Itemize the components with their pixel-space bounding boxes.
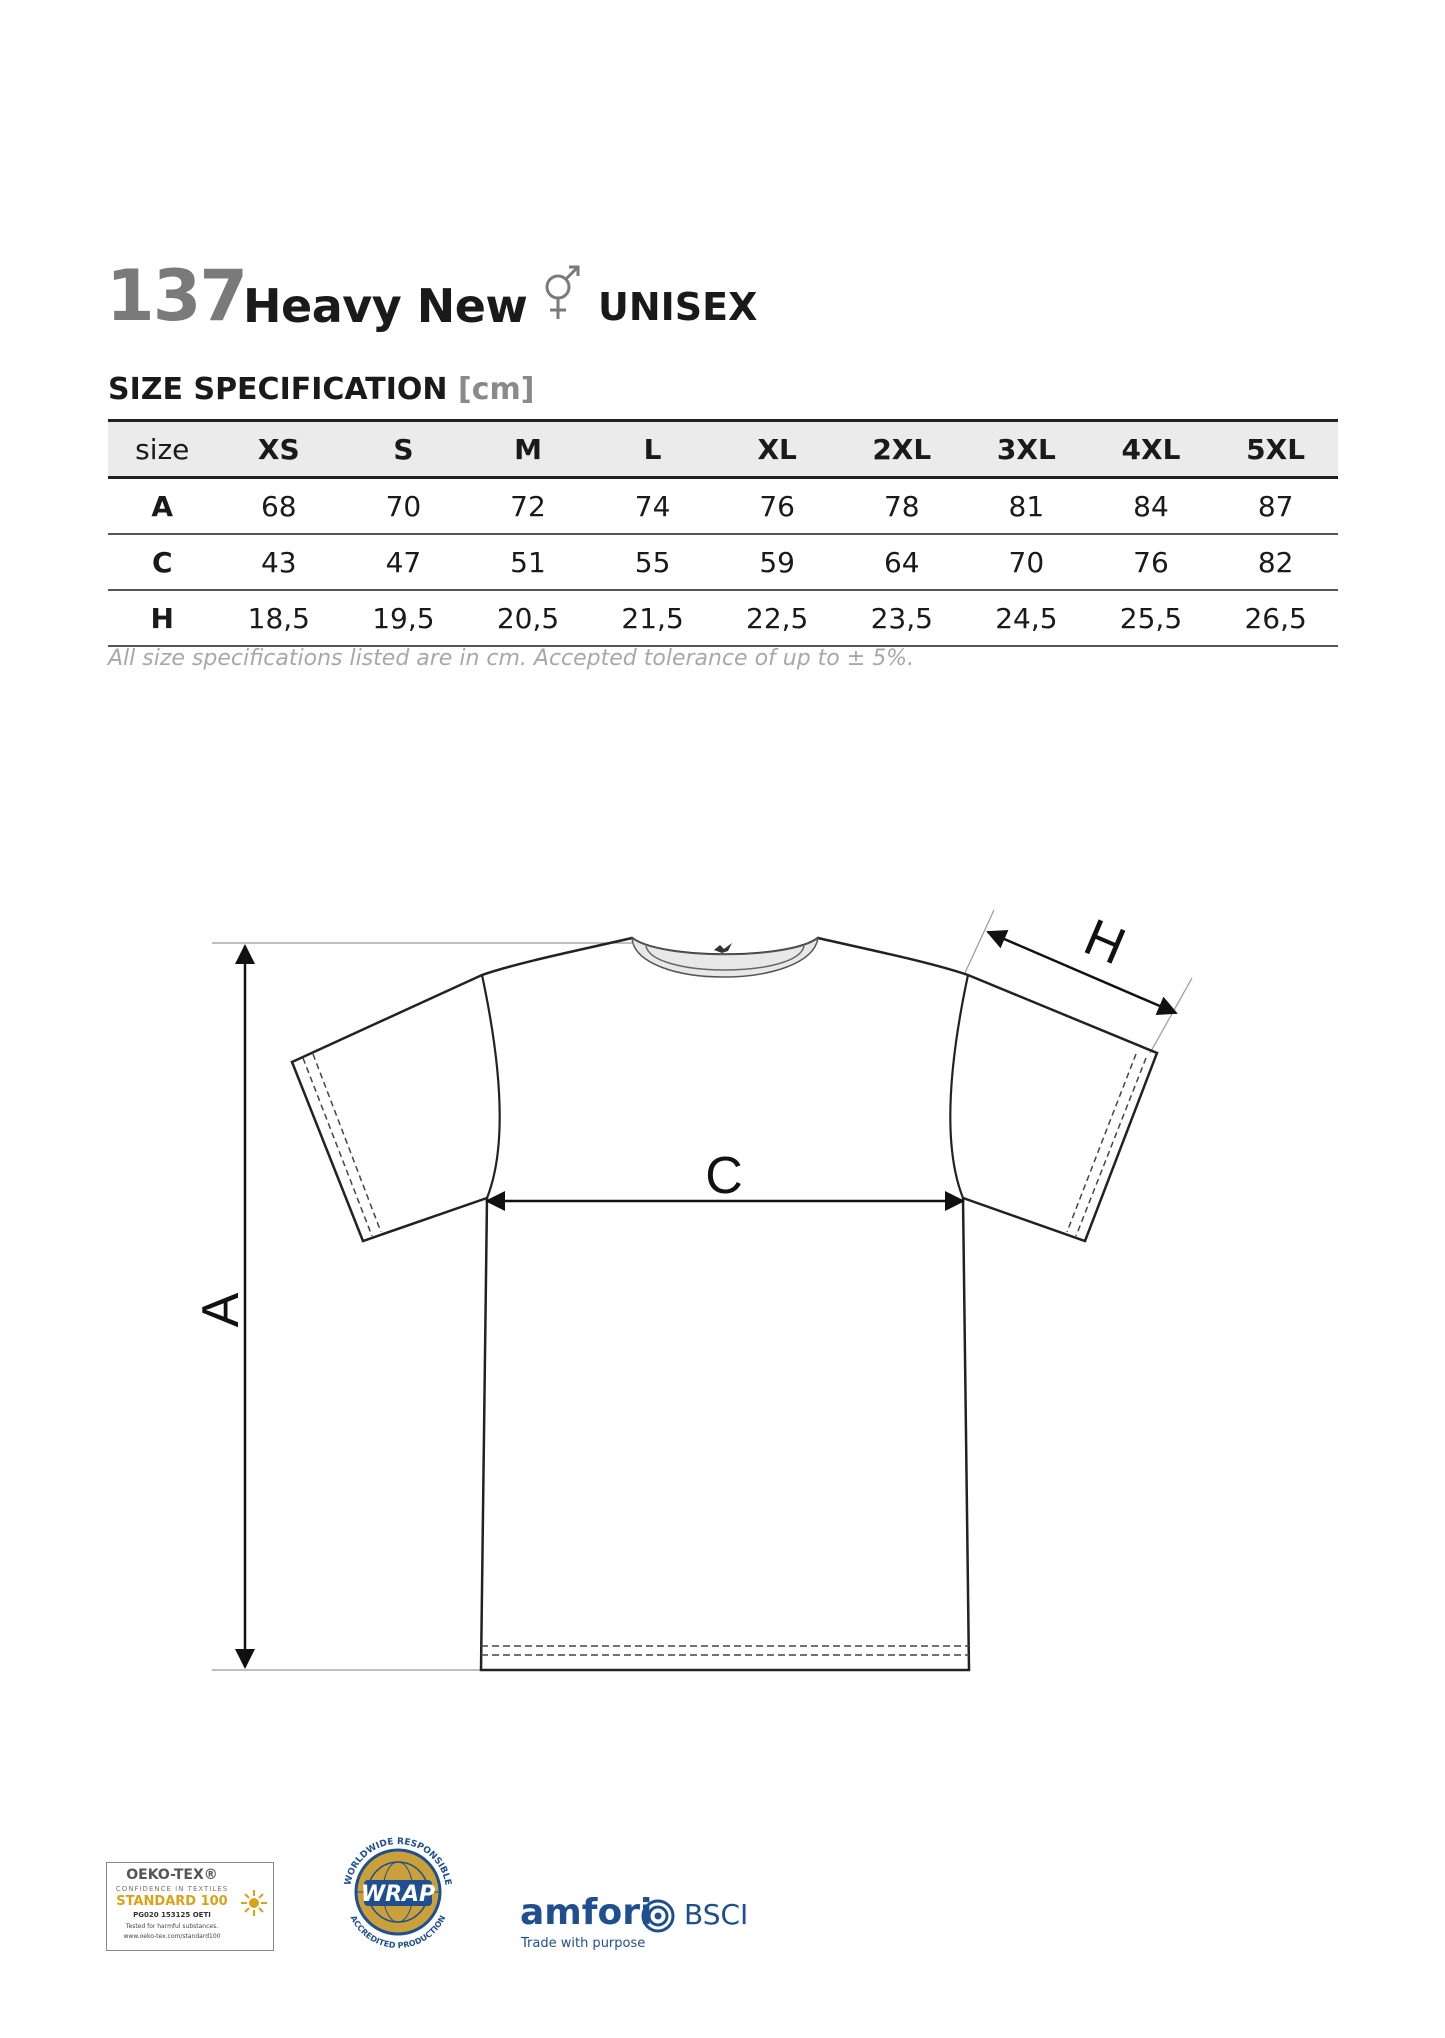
table-cell: 22,5 xyxy=(715,590,840,646)
wrap-top-text: WORLDWIDE RESPONSIBLE xyxy=(343,1836,453,1887)
oeko-line2: www.oeko-tex.com/standard100 xyxy=(123,1933,221,1940)
h-extension-line xyxy=(1150,978,1192,1053)
table-cell: 84 xyxy=(1089,478,1214,535)
table-row xyxy=(108,534,1338,590)
amfori-ring-icon xyxy=(640,1898,676,1934)
tshirt-body-outline xyxy=(292,938,1157,1670)
wrap-center-text: WRAP xyxy=(360,1882,436,1907)
size-header: 4XL xyxy=(1089,421,1214,478)
amfori-tagline: Trade with purpose xyxy=(521,1936,646,1951)
size-header: XL xyxy=(715,421,840,478)
right-sleeve-stitch xyxy=(1076,1058,1146,1236)
product-title xyxy=(106,255,1006,345)
right-armhole-seam xyxy=(950,975,968,1198)
table-cell: 72 xyxy=(466,478,591,535)
size-header: L xyxy=(590,421,715,478)
oeko-standard: STANDARD 100 xyxy=(116,1894,228,1909)
table-cell: 20,5 xyxy=(466,590,591,646)
model-number: 137 xyxy=(106,255,247,337)
bsci-label: BSCI xyxy=(684,1898,749,1931)
oeko-code: PG020 153125 OETI xyxy=(133,1911,211,1919)
table-cell: 76 xyxy=(715,478,840,535)
oeko-tex-badge xyxy=(106,1862,274,1951)
table-cell: 26,5 xyxy=(1213,590,1338,646)
table-cell: 47 xyxy=(341,534,466,590)
table-cell: 25,5 xyxy=(1089,590,1214,646)
unisex-gender-icon xyxy=(538,263,584,323)
size-spec-unit: [cm] xyxy=(457,372,535,407)
left-armhole-seam xyxy=(482,975,500,1198)
table-cell: 18,5 xyxy=(217,590,342,646)
size-header: 2XL xyxy=(839,421,964,478)
size-header: 5XL xyxy=(1213,421,1338,478)
row-label: A xyxy=(108,478,217,535)
size-header: M xyxy=(466,421,591,478)
size-header: 3XL xyxy=(964,421,1089,478)
table-cell: 87 xyxy=(1213,478,1338,535)
table-cell: 21,5 xyxy=(590,590,715,646)
size-header-row xyxy=(108,421,1338,478)
table-cell: 82 xyxy=(1213,534,1338,590)
table-row xyxy=(108,478,1338,535)
measure-a-label: A xyxy=(192,1292,250,1328)
table-cell: 55 xyxy=(590,534,715,590)
amfori-brand: amfori xyxy=(520,1892,653,1933)
table-cell: 81 xyxy=(964,478,1089,535)
oeko-subtitle: CONFIDENCE IN TEXTILES xyxy=(115,1885,229,1893)
measure-c-label: C xyxy=(705,1147,743,1205)
left-sleeve-stitch xyxy=(303,1058,372,1236)
table-cell: 76 xyxy=(1089,534,1214,590)
oeko-flower-icon xyxy=(240,1889,268,1917)
brand-neck-label-icon xyxy=(714,943,732,953)
table-cell: 64 xyxy=(839,534,964,590)
table-cell: 78 xyxy=(839,478,964,535)
table-cell: 68 xyxy=(217,478,342,535)
wrap-bottom-text: ACCREDITED PRODUCTION xyxy=(348,1913,448,1951)
table-cell: 19,5 xyxy=(341,590,466,646)
certification-logos xyxy=(0,1810,1445,1960)
oeko-line1: Tested for harmful substances. xyxy=(125,1923,219,1930)
measure-h-arrow xyxy=(988,932,1176,1013)
size-spec-heading xyxy=(108,372,534,407)
collar-rib xyxy=(632,938,818,977)
tolerance-note: All size specifications listed are in cm. Accepted tolerance of up to ± 5%. xyxy=(108,646,915,671)
size-header: XS xyxy=(217,421,342,478)
table-cell: 24,5 xyxy=(964,590,1089,646)
h-extension-line xyxy=(964,910,994,975)
table-row xyxy=(108,590,1338,646)
table-cell: 23,5 xyxy=(839,590,964,646)
size-table xyxy=(108,419,1338,647)
table-cell: 70 xyxy=(964,534,1089,590)
row-label: C xyxy=(108,534,217,590)
measure-h-label: H xyxy=(1076,908,1134,977)
size-header: S xyxy=(341,421,466,478)
table-cell: 74 xyxy=(590,478,715,535)
table-cell: 51 xyxy=(466,534,591,590)
table-cell: 59 xyxy=(715,534,840,590)
oeko-title: OEKO-TEX® xyxy=(126,1867,218,1883)
row-label: H xyxy=(108,590,217,646)
table-cell: 43 xyxy=(217,534,342,590)
size-spec-title: SIZE SPECIFICATION xyxy=(108,372,448,407)
table-cell: 70 xyxy=(341,478,466,535)
wrap-logo xyxy=(336,1830,460,1954)
tshirt-measurement-diagram xyxy=(0,880,1445,1700)
model-name: Heavy New xyxy=(243,279,528,333)
right-sleeve-stitch xyxy=(1067,1054,1136,1232)
size-corner-label: size xyxy=(108,421,217,478)
gender-label: UNISEX xyxy=(598,285,758,329)
